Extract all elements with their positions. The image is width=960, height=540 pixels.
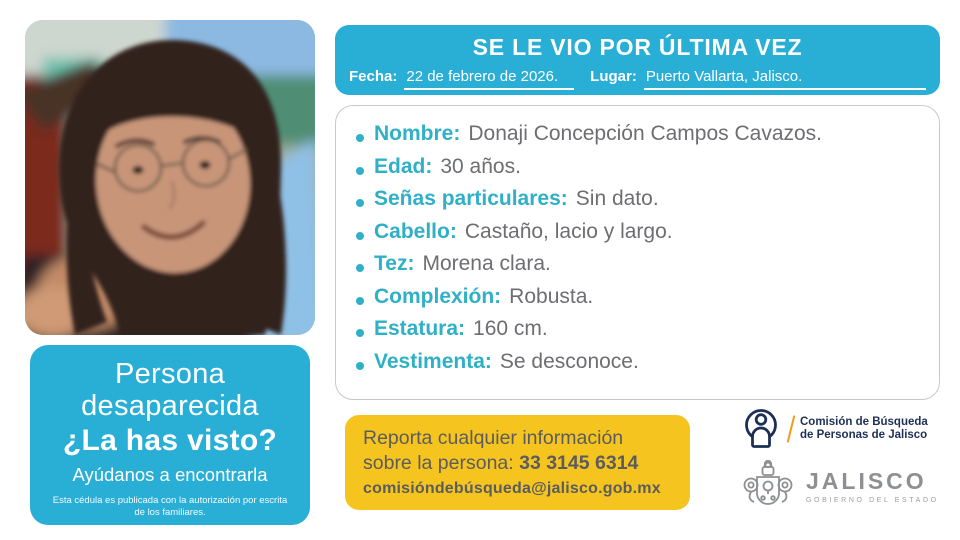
last-seen-meta-row [335, 61, 940, 90]
jalisco-gobierno-logo [742, 458, 939, 514]
detail-label: Vestimenta: [374, 349, 492, 373]
detail-row-complexion [356, 285, 919, 318]
detail-value: Castaño, lacio y largo. [464, 219, 673, 243]
detail-label: Tez: [374, 252, 415, 275]
panel-fine-print: Esta cédula es publicada con la autorización por escrita de los familiares. [52, 495, 288, 518]
panel-title-line1: Persona [114, 358, 226, 390]
report-line2 [363, 451, 672, 476]
report-line1: Reporta cualquier información [363, 427, 624, 449]
comision-line2: de Personas de Jalisco [800, 429, 928, 441]
logo-divider [787, 415, 796, 443]
comision-busqueda-label [800, 416, 928, 443]
detail-label: Edad: [374, 154, 433, 178]
detail-label: Estatura: [374, 317, 466, 340]
detail-label: Nombre: [374, 122, 461, 145]
comision-line1: Comisión de Búsqueda [800, 415, 928, 428]
bullet-icon [356, 362, 364, 370]
lugar-label: Lugar: [590, 68, 637, 85]
fecha-group [349, 68, 574, 90]
detail-value: Robusta. [509, 284, 594, 308]
detail-value: 30 años. [440, 154, 521, 178]
bullet-icon [356, 199, 364, 207]
report-info-box [345, 415, 690, 510]
bullet-icon [356, 134, 364, 142]
detail-row-nombre [356, 122, 919, 155]
bullet-icon [356, 167, 364, 175]
detail-row-senas [356, 187, 919, 220]
detail-value: Donaji Concepción Campos Cavazos. [468, 122, 823, 145]
jalisco-label [806, 468, 939, 504]
report-line2-prefix: sobre la persona: [363, 452, 520, 474]
detail-label: Cabello: [374, 219, 457, 243]
detail-row-tez [356, 252, 919, 285]
bullet-icon [356, 264, 364, 272]
last-seen-header [335, 25, 940, 95]
detail-row-edad [356, 155, 919, 188]
comision-busqueda-logo [742, 408, 928, 450]
bullet-icon [356, 297, 364, 305]
fecha-value: 22 de febrero de 2026. [404, 68, 574, 90]
jalisco-subtitle: GOBIERNO DEL ESTADO [806, 497, 939, 504]
detail-row-estatura [356, 317, 919, 350]
lugar-group [590, 68, 926, 90]
missing-person-photo [25, 20, 315, 335]
fecha-label: Fecha: [349, 68, 398, 85]
detail-label: Señas particulares: [374, 187, 568, 210]
detail-label: Complexión: [374, 284, 502, 308]
photo-illustration [25, 20, 315, 335]
comision-busqueda-icon [742, 408, 782, 450]
panel-question: ¿La has visto? [62, 424, 278, 457]
detail-value: Sin dato. [575, 187, 659, 210]
detail-value: Morena clara. [422, 252, 551, 275]
report-email: comisióndebúsqueda@jalisco.gob.mx [363, 480, 661, 497]
detail-value: Se desconoce. [499, 349, 639, 373]
detail-value: 160 cm. [473, 317, 548, 340]
panel-subtitle: Ayúdanos a encontrarla [72, 464, 268, 485]
jalisco-name: JALISCO [806, 468, 927, 494]
detail-row-vestimenta [356, 350, 919, 383]
persona-desaparecida-panel [30, 345, 310, 525]
last-seen-title: SE LE VIO POR ÚLTIMA VEZ [472, 34, 803, 60]
panel-title-line2: desaparecida [81, 390, 259, 422]
bullet-icon [356, 232, 364, 240]
person-details-card [335, 105, 940, 400]
jalisco-coat-of-arms-icon [742, 458, 794, 514]
detail-row-cabello [356, 220, 919, 253]
report-phone: 33 3145 6314 [519, 452, 639, 474]
lugar-value: Puerto Vallarta, Jalisco. [644, 68, 926, 90]
bullet-icon [356, 329, 364, 337]
